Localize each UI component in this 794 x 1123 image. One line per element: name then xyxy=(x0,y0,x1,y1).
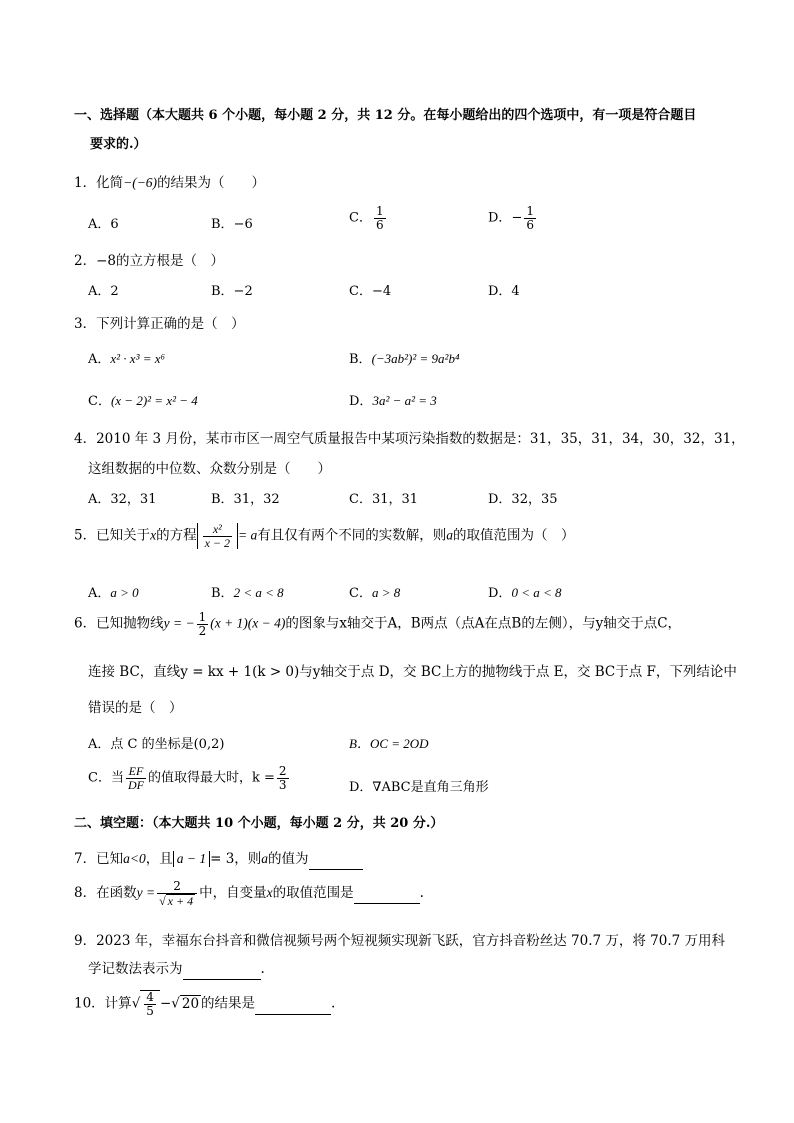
question-4-option-b: B．31，32 xyxy=(211,492,280,507)
question-3-option-d: D．3a² − a² = 3 xyxy=(349,393,437,409)
question-6-option-d: D．∇ABC是直角三角形 xyxy=(349,780,489,795)
question-4-stem-line1: 4．2010 年 3 月份，某市市区一周空气质量报告中某项污染指数的数据是：31，35，31，34，30，32，31， xyxy=(74,431,745,447)
question-1-option-a: A．6 xyxy=(88,217,119,232)
question-4-option-c: C．31，31 xyxy=(349,492,419,507)
question-4-option-d: D．32，35 xyxy=(488,492,558,507)
question-7-stem: 7．已知a<0，且 a − 1 = 3，则a的值为 xyxy=(74,847,363,870)
question-2-option-a: A．2 xyxy=(88,284,119,299)
question-6-option-b: B．OC = 2OD xyxy=(349,736,429,751)
section-1-title: 一、选择题（本大题共 6 个小题，每小题 2 分，共 12 分。在每小题给出的四个选项中，有一项是符合题目 xyxy=(74,108,697,123)
answer-blank[interactable] xyxy=(354,887,420,904)
question-2-option-b: B．−2 xyxy=(211,284,253,299)
answer-blank[interactable] xyxy=(255,998,331,1015)
question-5-option-a: A．a > 0 xyxy=(88,585,139,601)
question-5-option-c: C．a > 8 xyxy=(349,585,401,601)
question-3-option-c: C．(x − 2)² = x² − 4 xyxy=(88,393,198,409)
answer-blank[interactable] xyxy=(309,853,363,870)
question-1-option-c: C． $\frac{1}{6}$ xyxy=(349,204,384,232)
question-9-stem-line2: 学记数法表示为 . xyxy=(88,957,265,980)
question-10-stem: 10．计算√ $\frac{4}{5}$ −√ 20 的结果是 . xyxy=(74,990,336,1018)
answer-blank[interactable] xyxy=(183,963,261,980)
question-4-stem-line2: 这组数据的中位数、众数分别是（ ） xyxy=(88,461,331,477)
question-6-stem-line3: 错误的是（ ） xyxy=(88,700,183,716)
question-4-option-a: A．32，31 xyxy=(88,492,157,507)
question-5-stem: 5．已知关于x的方程 $\frac{\text{x²}}{x - 2}$ = a有且仅有两个不同的实数解，则a的取值范围为（ ） xyxy=(74,522,575,550)
question-1-option-d: D．− $\frac{1}{6}$ xyxy=(488,204,534,232)
section-2-title: 二、填空题：（本大题共 10 个小题，每小题 2 分，共 20 分.） xyxy=(74,816,444,831)
question-6-stem-line2: 连接 BC，直线y = kx + 1(k > 0)与y轴交于点 D，交 BC上方的抛物线于点 E，交 BC于点 F，下列结论中 xyxy=(88,664,737,680)
section-1-title-line2: 要求的.） xyxy=(90,137,147,152)
question-5-option-d: D．0 < a < 8 xyxy=(488,585,562,601)
question-3-stem: 3．下列计算正确的是（ ） xyxy=(74,316,245,332)
question-5-option-b: B．2 < a < 8 xyxy=(211,585,284,601)
question-1-stem: 1．化简−(−6)的结果为（ ） xyxy=(74,175,266,191)
question-6-stem-line1: 6．已知抛物线y = − $\frac{1}{2}$ (x + 1)(x − 4)的图象与x轴交于A，B两点（点A在点B的左侧），与y轴交于点C， xyxy=(74,610,682,638)
question-3-option-b: B．(−3ab²)² = 9a²b⁴ xyxy=(349,351,460,367)
question-2-stem: 2．−8的立方根是（ ） xyxy=(74,253,224,269)
question-6-option-a: A．点 C 的坐标是(0,2) xyxy=(88,737,225,752)
question-3-option-a: A．x² · x³ = x⁶ xyxy=(88,351,166,367)
question-2-option-c: C．−4 xyxy=(349,284,392,299)
question-1-option-b: B．−6 xyxy=(211,217,253,232)
question-6-option-c: C．当 $\frac{EF}{DF}$ 的值取得最大时，k = $\frac{2}{3}$ xyxy=(88,764,287,792)
question-8-stem: 8．在函数y = $\frac{2}{√ x + 4}$ 中，自变量x的取值范围是 . xyxy=(74,879,424,908)
question-9-stem-line1: 9．2023 年，幸福东台抖音和微信视频号两个短视频实现新飞跃，官方抖音粉丝达 70.7 万，将 70.7 万用科 xyxy=(74,933,726,949)
question-2-option-d: D．4 xyxy=(488,284,520,299)
